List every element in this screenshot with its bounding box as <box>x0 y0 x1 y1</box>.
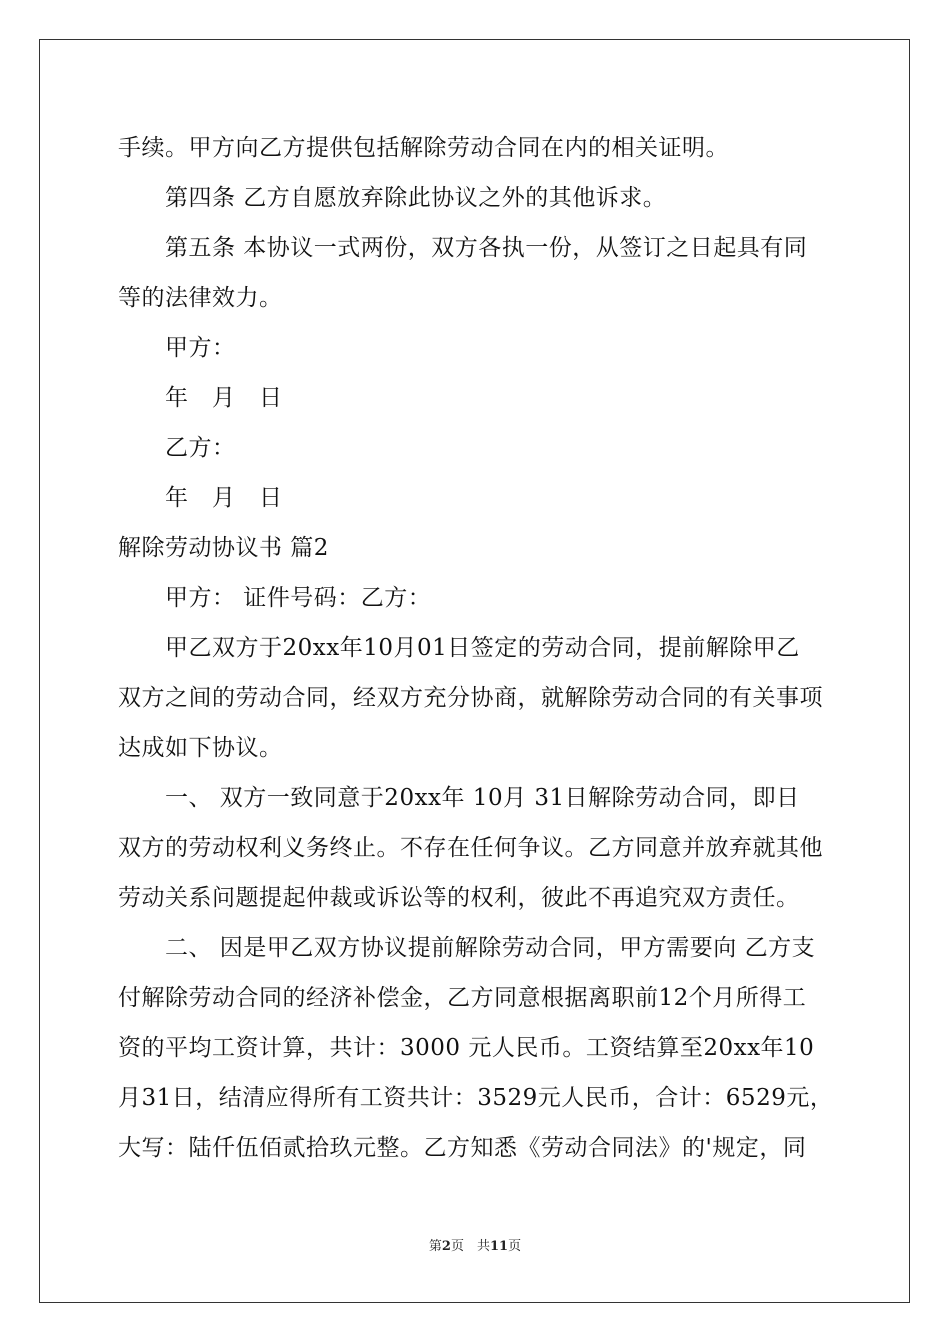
date-placeholder: 年 月 日 <box>165 485 283 511</box>
paragraph-line: 劳动关系问题提起仲裁或诉讼等的权利，彼此不再追究双方责任。 <box>118 885 800 911</box>
paragraph-line: 付解除劳动合同的经济补偿金，乙方同意根据离职前12个月所得工 <box>118 985 807 1011</box>
article-four: 第四条 乙方自愿放弃除此协议之外的其他诉求。 <box>165 185 667 211</box>
page-border <box>39 39 910 1303</box>
paragraph-line: 月31日，结清应得所有工资共计：3529元人民币，合计：6529元， <box>118 1085 834 1111</box>
paragraph-line: 资的平均工资计算，共计：3000 元人民币。工资结算至20xx年10 <box>118 1035 815 1061</box>
footer-suffix: 页 <box>508 1239 522 1254</box>
parties-line: 甲方： 证件号码：乙方： <box>165 585 432 611</box>
party-a-signature-label: 甲方： <box>165 335 236 361</box>
paragraph-line: 双方之间的劳动合同，经双方充分协商，就解除劳动合同的有关事项 <box>118 685 823 711</box>
footer-prefix: 第 <box>428 1239 442 1254</box>
paragraph-line: 双方的劳动权利义务终止。不存在任何争议。乙方同意并放弃就其他 <box>118 835 823 861</box>
footer-mid: 页 共 <box>450 1239 490 1254</box>
paragraph-line: 手续。甲方向乙方提供包括解除劳动合同在内的相关证明。 <box>118 135 729 161</box>
paragraph-line: 甲乙双方于20xx年10月01日签定的劳动合同，提前解除甲乙 <box>165 635 800 661</box>
party-b-signature-label: 乙方： <box>165 435 236 461</box>
paragraph-line: 等的法律效力。 <box>118 285 283 311</box>
current-page-number: 2 <box>441 1239 451 1254</box>
clause-two: 二、 因是甲乙双方协议提前解除劳动合同，甲方需要向 乙方支 <box>165 935 816 961</box>
paragraph-line: 大写：陆仟伍佰贰拾玖元整。乙方知悉《劳动合同法》的'规定，同 <box>118 1135 807 1161</box>
article-five: 第五条 本协议一式两份，双方各执一份，从签订之日起具有同 <box>165 235 808 261</box>
page-footer <box>0 1238 950 1256</box>
section-heading: 解除劳动协议书 篇2 <box>118 535 329 561</box>
date-placeholder: 年 月 日 <box>165 385 283 411</box>
paragraph-line: 达成如下协议。 <box>118 735 283 761</box>
clause-one: 一、 双方一致同意于20xx年 10月 31日解除劳动合同，即日 <box>165 785 800 811</box>
total-page-count: 11 <box>489 1239 509 1254</box>
